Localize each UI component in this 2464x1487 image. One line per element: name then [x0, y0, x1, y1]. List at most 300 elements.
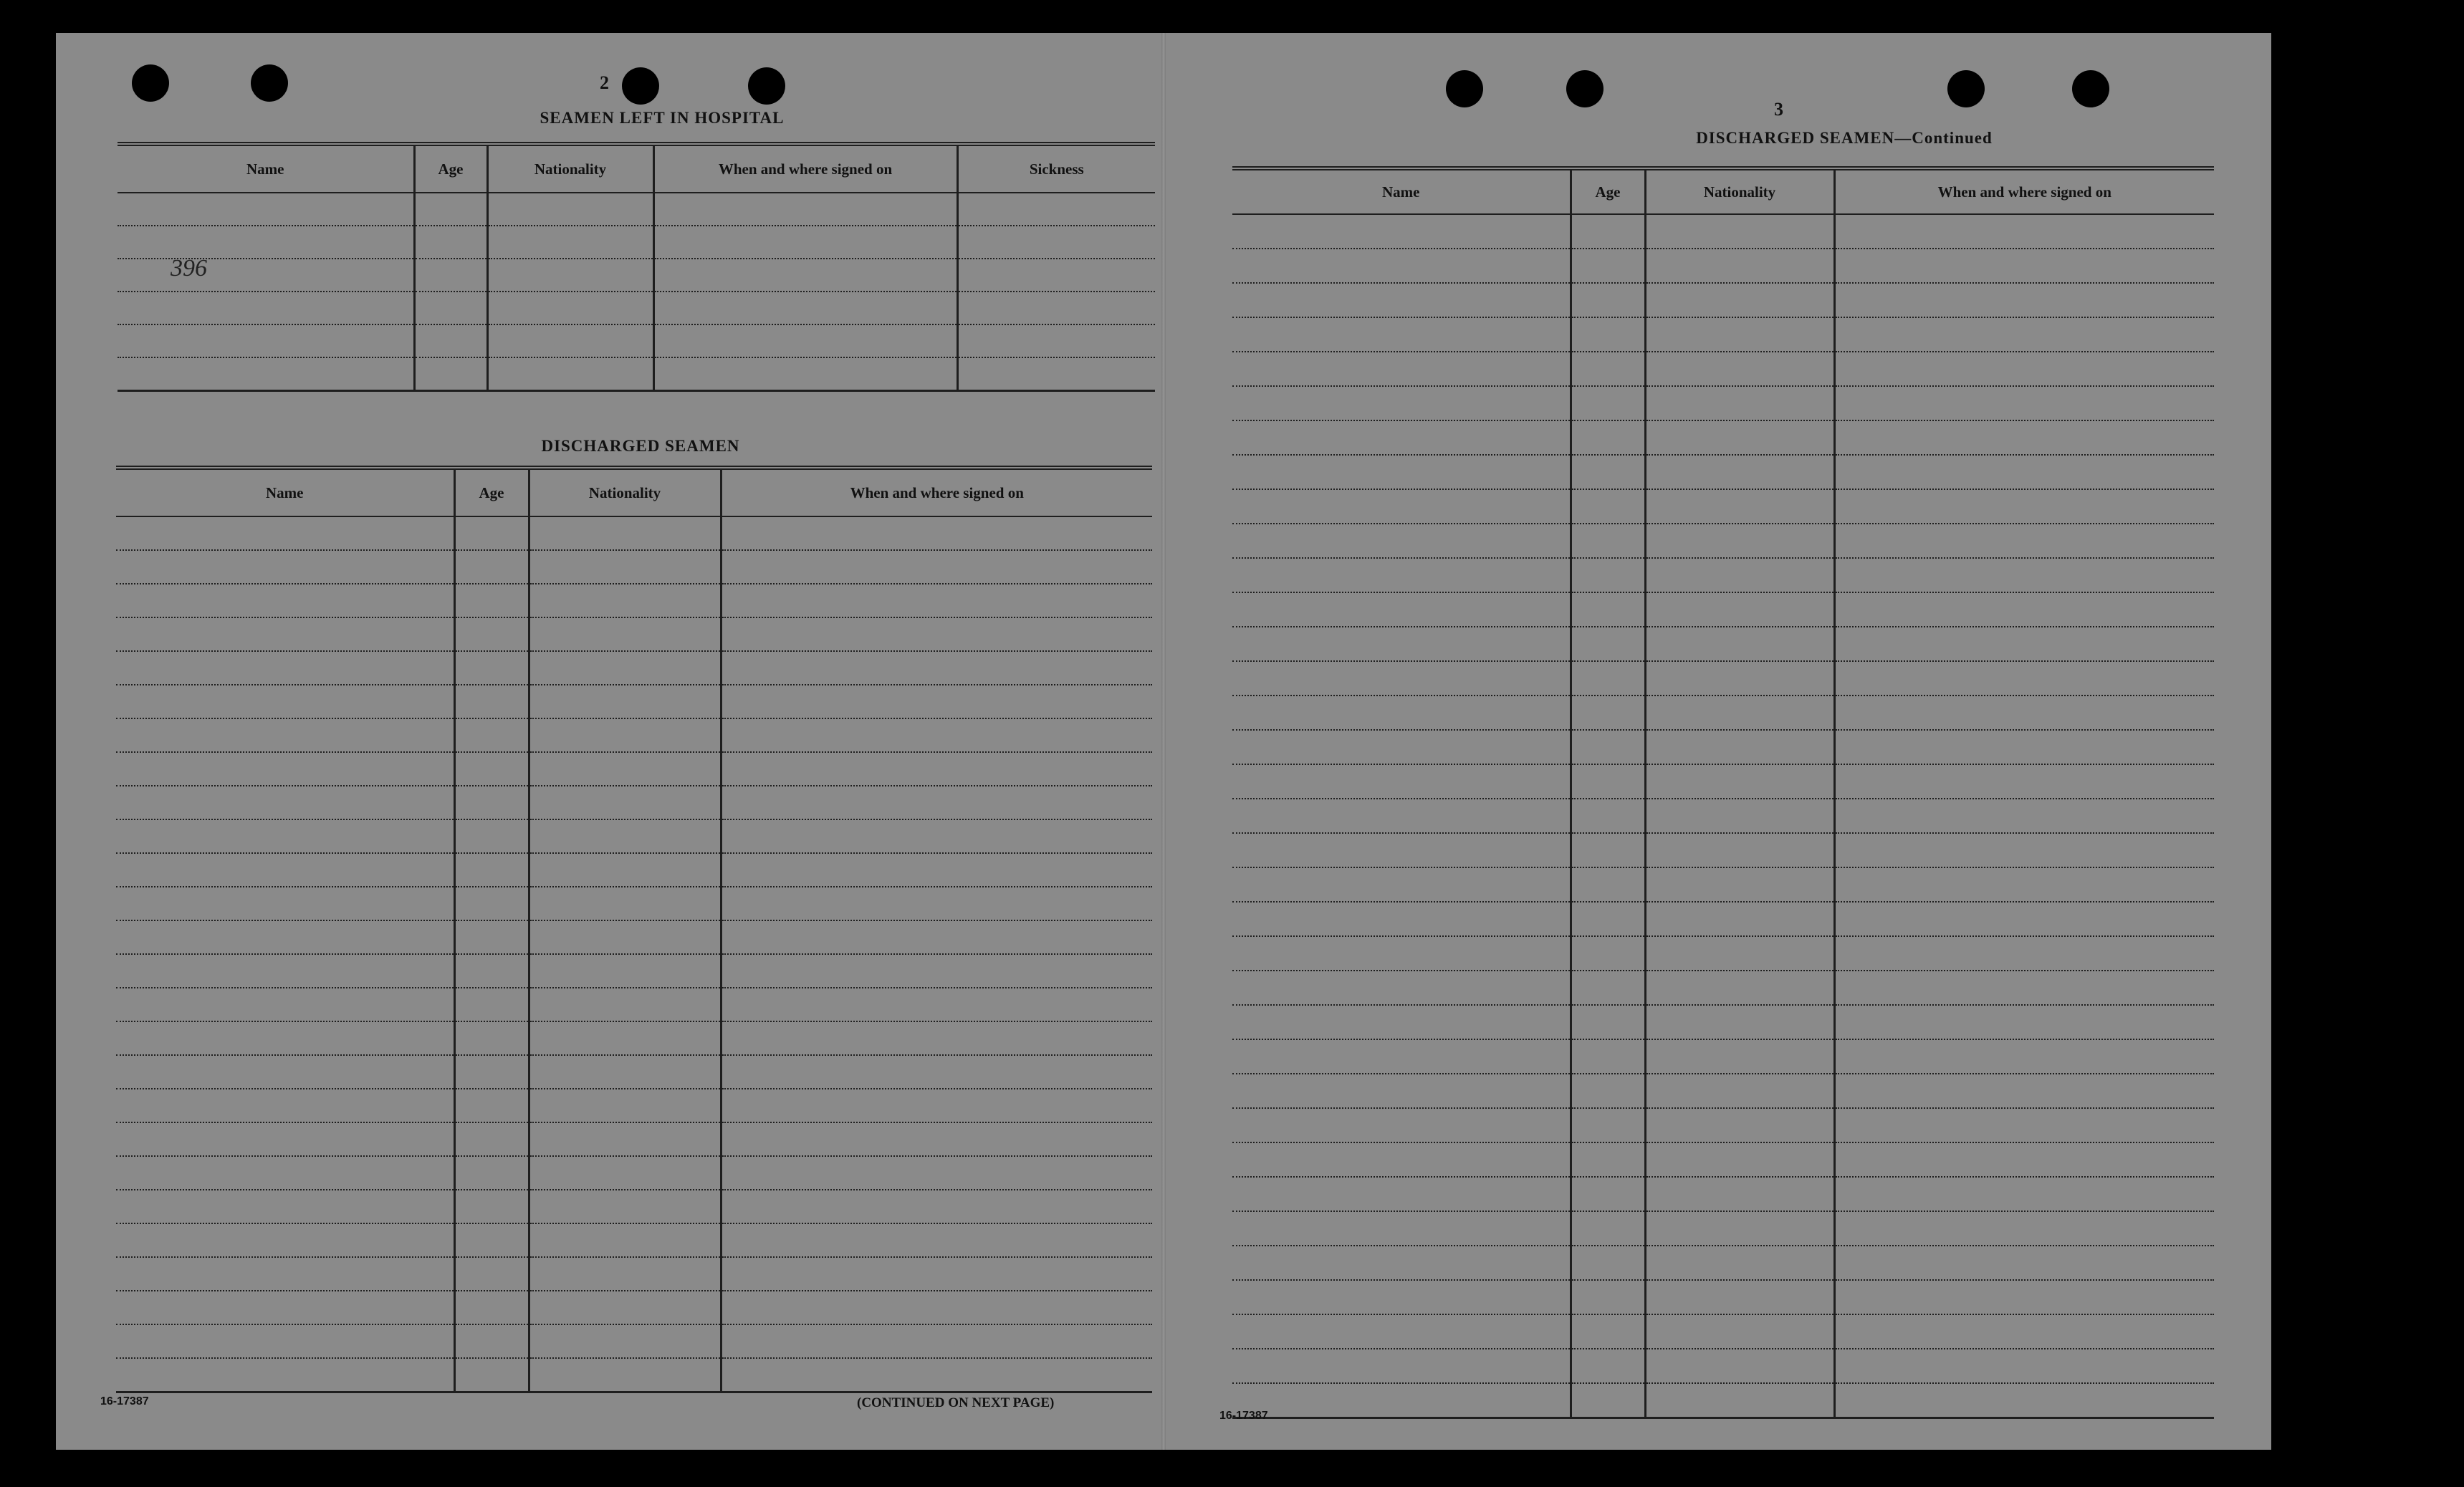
table-cell[interactable] — [529, 1257, 721, 1291]
table-cell[interactable] — [454, 1190, 529, 1223]
table-cell[interactable] — [529, 1358, 721, 1392]
table-cell[interactable] — [1232, 1005, 1571, 1039]
table-cell[interactable] — [116, 685, 454, 718]
table-cell[interactable] — [529, 685, 721, 718]
table-cell[interactable] — [1232, 627, 1571, 661]
table-cell[interactable] — [1645, 799, 1834, 833]
table-row — [116, 1089, 1152, 1122]
table-cell[interactable] — [1645, 214, 1834, 249]
table-cell[interactable] — [1645, 1280, 1834, 1314]
table-cell[interactable] — [118, 357, 414, 390]
table-cell[interactable] — [1834, 936, 2214, 971]
table-cell[interactable] — [1834, 1142, 2214, 1177]
table-cell[interactable] — [116, 1257, 454, 1291]
table-cell[interactable] — [414, 357, 487, 390]
table-cell[interactable] — [454, 1055, 529, 1089]
table-cell[interactable] — [1645, 971, 1834, 1005]
table-cell[interactable] — [721, 1291, 1152, 1324]
table-cell[interactable] — [116, 1190, 454, 1223]
table-cell[interactable] — [1571, 627, 1645, 661]
table-cell[interactable] — [454, 853, 529, 887]
table-cell[interactable] — [414, 259, 487, 292]
table-cell[interactable] — [1834, 1314, 2214, 1349]
table-cell[interactable] — [116, 516, 454, 550]
table-cell[interactable] — [454, 752, 529, 786]
table-cell[interactable] — [454, 1223, 529, 1257]
table-cell[interactable] — [529, 1122, 721, 1156]
table-cell[interactable] — [1645, 1108, 1834, 1142]
table-cell[interactable] — [721, 1190, 1152, 1223]
table-cell[interactable] — [1232, 1108, 1571, 1142]
table-cell[interactable] — [1571, 420, 1645, 455]
table-cell[interactable] — [454, 920, 529, 954]
table-cell[interactable] — [454, 651, 529, 685]
table-cell[interactable] — [1232, 661, 1571, 696]
table-cell[interactable] — [529, 718, 721, 752]
table-cell[interactable] — [1232, 1211, 1571, 1246]
table-cell[interactable] — [487, 324, 653, 357]
table-cell[interactable] — [454, 718, 529, 752]
table-cell[interactable] — [957, 193, 1155, 226]
table-cell[interactable] — [1834, 696, 2214, 730]
table-cell[interactable] — [1571, 1039, 1645, 1074]
table-cell[interactable] — [454, 1257, 529, 1291]
table-cell[interactable] — [1645, 1005, 1834, 1039]
table-cell[interactable] — [1834, 971, 2214, 1005]
table-cell[interactable] — [1834, 524, 2214, 558]
table-cell[interactable] — [529, 1021, 721, 1055]
table-cell[interactable] — [529, 1291, 721, 1324]
table-cell[interactable] — [454, 887, 529, 920]
table-cell[interactable] — [454, 584, 529, 617]
table-cell[interactable] — [1571, 1005, 1645, 1039]
table-cell[interactable] — [1232, 455, 1571, 489]
table-cell[interactable] — [653, 357, 957, 390]
table-cell[interactable] — [1232, 352, 1571, 386]
table-cell[interactable] — [721, 1021, 1152, 1055]
table-cell[interactable] — [1834, 1383, 2214, 1418]
table-row — [116, 550, 1152, 584]
table-cell[interactable] — [1571, 1280, 1645, 1314]
table-cell[interactable] — [116, 1156, 454, 1190]
table-cell[interactable] — [1645, 283, 1834, 317]
table-cell[interactable] — [454, 1089, 529, 1122]
table-cell[interactable] — [1571, 214, 1645, 249]
table-cell[interactable] — [721, 853, 1152, 887]
table-cell[interactable] — [116, 954, 454, 988]
table-cell[interactable] — [116, 651, 454, 685]
table-cell[interactable] — [1232, 1349, 1571, 1383]
table-cell[interactable] — [1645, 1177, 1834, 1211]
table-cell[interactable] — [1571, 936, 1645, 971]
table-cell[interactable] — [1834, 1349, 2214, 1383]
column-header-sickness: Sickness — [957, 144, 1155, 193]
table-cell[interactable] — [1834, 352, 2214, 386]
table-cell[interactable] — [1645, 730, 1834, 764]
table-cell[interactable] — [1645, 489, 1834, 524]
column-header-signed-on: When and where signed on — [721, 468, 1152, 516]
table-cell[interactable] — [1834, 799, 2214, 833]
table-cell[interactable] — [957, 259, 1155, 292]
table-cell[interactable] — [1834, 1005, 2214, 1039]
table-row — [1232, 1280, 2214, 1314]
table-cell[interactable] — [1232, 386, 1571, 420]
table-row — [1232, 1383, 2214, 1418]
table-cell[interactable] — [721, 718, 1152, 752]
table-cell[interactable] — [1645, 524, 1834, 558]
table-row — [116, 1122, 1152, 1156]
table-cell[interactable] — [454, 1122, 529, 1156]
table-cell[interactable] — [1232, 764, 1571, 799]
table-cell[interactable] — [116, 1324, 454, 1358]
table-cell[interactable] — [487, 193, 653, 226]
table-row — [116, 786, 1152, 819]
table-cell[interactable] — [1645, 352, 1834, 386]
table-cell[interactable] — [118, 193, 414, 226]
table-cell[interactable] — [1834, 764, 2214, 799]
table-cell[interactable] — [1232, 696, 1571, 730]
table-cell[interactable] — [454, 617, 529, 651]
table-cell[interactable] — [1834, 317, 2214, 352]
table-cell[interactable] — [1232, 867, 1571, 902]
table-cell[interactable] — [487, 357, 653, 390]
table-cell[interactable] — [454, 954, 529, 988]
table-cell[interactable] — [1232, 1074, 1571, 1108]
table-cell[interactable] — [721, 1223, 1152, 1257]
table-cell[interactable] — [116, 584, 454, 617]
table-cell[interactable] — [721, 1156, 1152, 1190]
table-cell[interactable] — [1834, 1280, 2214, 1314]
table-cell[interactable] — [116, 1358, 454, 1392]
table-cell[interactable] — [116, 1021, 454, 1055]
table-cell[interactable] — [454, 685, 529, 718]
table-cell[interactable] — [529, 617, 721, 651]
table-cell[interactable] — [116, 887, 454, 920]
table-cell[interactable] — [487, 259, 653, 292]
table-cell[interactable] — [118, 226, 414, 259]
table-cell[interactable] — [1834, 1211, 2214, 1246]
table-cell[interactable] — [454, 1021, 529, 1055]
table-cell[interactable] — [1571, 317, 1645, 352]
table-cell[interactable] — [116, 752, 454, 786]
table-cell[interactable] — [1571, 1142, 1645, 1177]
table-cell[interactable] — [1571, 249, 1645, 283]
table-cell[interactable] — [116, 617, 454, 651]
table-cell[interactable] — [721, 752, 1152, 786]
table-cell[interactable] — [1571, 696, 1645, 730]
table-cell[interactable] — [1645, 592, 1834, 627]
table-cell[interactable] — [1232, 558, 1571, 592]
table-cell[interactable] — [1645, 317, 1834, 352]
table-cell[interactable] — [1232, 249, 1571, 283]
table-cell[interactable] — [721, 685, 1152, 718]
table-cell[interactable] — [1571, 1349, 1645, 1383]
table-cell[interactable] — [116, 988, 454, 1021]
table-cell[interactable] — [1834, 1039, 2214, 1074]
column-header-age: Age — [454, 468, 529, 516]
column-header-signed-on: When and where signed on — [653, 144, 957, 193]
table-row — [1232, 1211, 2214, 1246]
table-cell[interactable] — [1571, 558, 1645, 592]
table-cell[interactable] — [1232, 524, 1571, 558]
table-row — [116, 887, 1152, 920]
table-cell[interactable] — [1645, 1039, 1834, 1074]
table-cell[interactable] — [721, 550, 1152, 584]
table-cell[interactable] — [1571, 1211, 1645, 1246]
table-cell[interactable] — [1571, 1246, 1645, 1280]
table-cell[interactable] — [1645, 661, 1834, 696]
table-cell[interactable] — [116, 1223, 454, 1257]
table-cell[interactable] — [653, 292, 957, 324]
table-cell[interactable] — [529, 1190, 721, 1223]
table-cell[interactable] — [721, 1257, 1152, 1291]
table-cell[interactable] — [1834, 249, 2214, 283]
table-cell[interactable] — [116, 786, 454, 819]
table-cell[interactable] — [957, 292, 1155, 324]
table-cell[interactable] — [1232, 317, 1571, 352]
table-cell[interactable] — [1571, 386, 1645, 420]
table-cell[interactable] — [529, 1055, 721, 1089]
table-cell[interactable] — [1645, 1074, 1834, 1108]
table-cell[interactable] — [1571, 971, 1645, 1005]
table-cell[interactable] — [1645, 1314, 1834, 1349]
table-cell[interactable] — [1571, 455, 1645, 489]
table-cell[interactable] — [414, 324, 487, 357]
table-cell[interactable] — [1232, 799, 1571, 833]
punch-hole — [748, 67, 785, 105]
table-cell[interactable] — [653, 259, 957, 292]
table-cell[interactable] — [1232, 489, 1571, 524]
table-cell[interactable] — [1232, 1039, 1571, 1074]
table-cell[interactable] — [1645, 833, 1834, 867]
table-cell[interactable] — [1232, 730, 1571, 764]
table-cell[interactable] — [1232, 1314, 1571, 1349]
table-cell[interactable] — [1834, 420, 2214, 455]
table-cell[interactable] — [721, 651, 1152, 685]
table-cell[interactable] — [116, 1055, 454, 1089]
table-cell[interactable] — [1645, 455, 1834, 489]
table-cell[interactable] — [414, 193, 487, 226]
table-cell[interactable] — [487, 226, 653, 259]
table-row — [116, 819, 1152, 853]
table-cell[interactable] — [721, 819, 1152, 853]
table-cell[interactable] — [1571, 1074, 1645, 1108]
table-cell[interactable] — [529, 752, 721, 786]
table-cell[interactable] — [1834, 1074, 2214, 1108]
table-cell[interactable] — [1834, 867, 2214, 902]
table-cell[interactable] — [1645, 764, 1834, 799]
table-cell[interactable] — [529, 1223, 721, 1257]
table-cell[interactable] — [721, 1089, 1152, 1122]
table-cell[interactable] — [1232, 833, 1571, 867]
table-cell[interactable] — [529, 786, 721, 819]
table-cell[interactable] — [454, 516, 529, 550]
table-cell[interactable] — [1232, 902, 1571, 936]
table-cell[interactable] — [1232, 936, 1571, 971]
table-cell[interactable] — [118, 259, 414, 292]
table-cell[interactable] — [1232, 1177, 1571, 1211]
table-cell[interactable] — [1232, 420, 1571, 455]
table-cell[interactable] — [721, 1324, 1152, 1358]
table-cell[interactable] — [529, 1324, 721, 1358]
table-cell[interactable] — [1834, 592, 2214, 627]
table-cell[interactable] — [1571, 1177, 1645, 1211]
table-cell[interactable] — [1645, 1383, 1834, 1418]
table-row — [1232, 902, 2214, 936]
table-cell[interactable] — [1645, 936, 1834, 971]
table-cell[interactable] — [116, 920, 454, 954]
table-cell[interactable] — [454, 1156, 529, 1190]
table-cell[interactable] — [1571, 867, 1645, 902]
table-cell[interactable] — [1645, 558, 1834, 592]
table-cell[interactable] — [1571, 352, 1645, 386]
table-cell[interactable] — [1232, 1383, 1571, 1418]
table-cell[interactable] — [118, 292, 414, 324]
table-cell[interactable] — [1571, 833, 1645, 867]
table-row — [1232, 971, 2214, 1005]
table-cell[interactable] — [721, 617, 1152, 651]
table-cell[interactable] — [1571, 524, 1645, 558]
table-cell[interactable] — [454, 786, 529, 819]
table-cell[interactable] — [1645, 420, 1834, 455]
table-cell[interactable] — [957, 357, 1155, 390]
table-cell[interactable] — [1834, 833, 2214, 867]
table-cell[interactable] — [1571, 283, 1645, 317]
table-cell[interactable] — [1834, 1177, 2214, 1211]
table-cell[interactable] — [653, 226, 957, 259]
table-cell[interactable] — [454, 819, 529, 853]
table-cell[interactable] — [116, 819, 454, 853]
table-cell[interactable] — [487, 292, 653, 324]
table-cell[interactable] — [653, 193, 957, 226]
table-cell[interactable] — [529, 954, 721, 988]
table-cell[interactable] — [721, 1122, 1152, 1156]
table-cell[interactable] — [721, 954, 1152, 988]
table-cell[interactable] — [1834, 902, 2214, 936]
table-cell[interactable] — [529, 887, 721, 920]
table-cell[interactable] — [1645, 1142, 1834, 1177]
table-cell[interactable] — [721, 887, 1152, 920]
table-row — [116, 1055, 1152, 1089]
table-row — [1232, 764, 2214, 799]
table-cell[interactable] — [1834, 214, 2214, 249]
table-cell[interactable] — [957, 324, 1155, 357]
table-cell[interactable] — [529, 819, 721, 853]
table-cell[interactable] — [721, 786, 1152, 819]
table-cell[interactable] — [529, 1156, 721, 1190]
table-cell[interactable] — [1232, 1280, 1571, 1314]
table-cell[interactable] — [1571, 1314, 1645, 1349]
table-cell[interactable] — [1232, 283, 1571, 317]
table-cell[interactable] — [454, 550, 529, 584]
table-cell[interactable] — [1645, 867, 1834, 902]
table-row — [1232, 1039, 2214, 1074]
table-cell[interactable] — [454, 988, 529, 1021]
table-row — [1232, 558, 2214, 592]
table-cell[interactable] — [1571, 661, 1645, 696]
table-cell[interactable] — [1834, 386, 2214, 420]
table-cell[interactable] — [1571, 1383, 1645, 1418]
table-cell[interactable] — [414, 292, 487, 324]
table-cell[interactable] — [1232, 592, 1571, 627]
table-cell[interactable] — [1834, 1246, 2214, 1280]
table-cell[interactable] — [1645, 1349, 1834, 1383]
table-cell[interactable] — [1645, 1246, 1834, 1280]
table-cell[interactable] — [1834, 1108, 2214, 1142]
table-cell[interactable] — [721, 584, 1152, 617]
table-cell[interactable] — [529, 516, 721, 550]
table-cell[interactable] — [1571, 902, 1645, 936]
table-cell[interactable] — [118, 324, 414, 357]
table-cell[interactable] — [1645, 1211, 1834, 1246]
table-cell[interactable] — [1834, 730, 2214, 764]
table-cell[interactable] — [957, 226, 1155, 259]
hospital-heading: SEAMEN LEFT IN HOSPITAL — [540, 109, 785, 127]
table-cell[interactable] — [529, 550, 721, 584]
table-cell[interactable] — [116, 1089, 454, 1122]
table-cell[interactable] — [414, 226, 487, 259]
table-cell[interactable] — [454, 1358, 529, 1392]
table-cell[interactable] — [721, 920, 1152, 954]
table-cell[interactable] — [1571, 592, 1645, 627]
table-cell[interactable] — [721, 516, 1152, 550]
table-cell[interactable] — [454, 1291, 529, 1324]
table-cell[interactable] — [454, 1324, 529, 1358]
table-cell[interactable] — [116, 1291, 454, 1324]
table-cell[interactable] — [1645, 386, 1834, 420]
table-cell[interactable] — [1232, 214, 1571, 249]
table-cell[interactable] — [1571, 1108, 1645, 1142]
table-cell[interactable] — [1232, 971, 1571, 1005]
table-cell[interactable] — [1834, 283, 2214, 317]
table-cell[interactable] — [1645, 249, 1834, 283]
table-row — [1232, 489, 2214, 524]
table-cell[interactable] — [529, 1089, 721, 1122]
table-cell[interactable] — [1232, 1142, 1571, 1177]
table-cell[interactable] — [529, 920, 721, 954]
table-cell[interactable] — [1571, 489, 1645, 524]
table-cell[interactable] — [1571, 764, 1645, 799]
table-cell[interactable] — [1645, 696, 1834, 730]
table-row — [116, 1257, 1152, 1291]
table-cell[interactable] — [1645, 902, 1834, 936]
table-cell[interactable] — [1834, 558, 2214, 592]
table-cell[interactable] — [529, 651, 721, 685]
table-cell[interactable] — [1232, 1246, 1571, 1280]
table-cell[interactable] — [116, 550, 454, 584]
table-cell[interactable] — [1571, 799, 1645, 833]
table-cell[interactable] — [721, 1055, 1152, 1089]
table-cell[interactable] — [1834, 627, 2214, 661]
column-header-age: Age — [1571, 168, 1645, 214]
table-cell[interactable] — [1834, 455, 2214, 489]
table-cell[interactable] — [1834, 489, 2214, 524]
table-cell[interactable] — [1645, 627, 1834, 661]
table-cell[interactable] — [116, 718, 454, 752]
table-cell[interactable] — [529, 584, 721, 617]
table-cell[interactable] — [529, 853, 721, 887]
table-cell[interactable] — [653, 324, 957, 357]
table-cell[interactable] — [529, 988, 721, 1021]
table-row — [116, 685, 1152, 718]
table-cell[interactable] — [116, 1122, 454, 1156]
table-cell[interactable] — [721, 1358, 1152, 1392]
table-cell[interactable] — [1834, 661, 2214, 696]
table-cell[interactable] — [721, 988, 1152, 1021]
table-cell[interactable] — [116, 853, 454, 887]
punch-hole — [1446, 70, 1483, 107]
table-cell[interactable] — [1571, 730, 1645, 764]
